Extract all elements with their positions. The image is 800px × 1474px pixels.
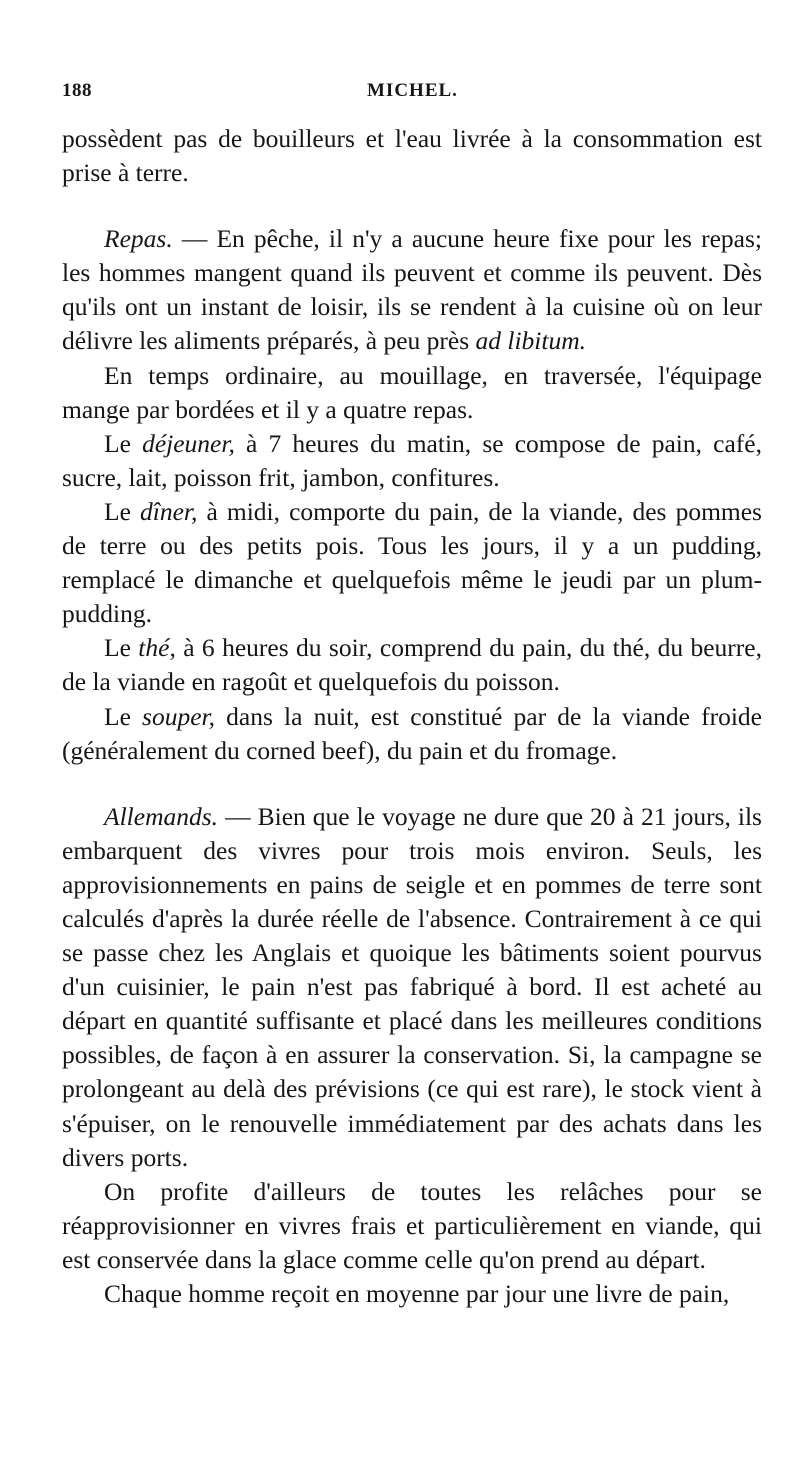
meal-name-dejeuner: déjeuner,	[142, 428, 235, 458]
section-heading-repas: Repas.	[104, 224, 173, 254]
paragraph-allemands	[62, 800, 762, 1175]
paragraph-text: à midi, comporte du pain, de la viande, des pommes de terre ou des petits pois. Tous les jours, il y a un pudding, remplacé le dimanche et quelquefois même le jeudi par un plum-pudding.	[62, 496, 762, 629]
paragraph-text: possèdent pas de bouilleurs et l'eau livrée à la consommation est prise à terre.	[62, 124, 762, 188]
paragraph-repas	[62, 222, 762, 358]
italic-phrase: ad libitum.	[475, 326, 587, 356]
paragraph-diner	[62, 495, 762, 631]
paragraph-text: à 6 heures du soir, comprend du pain, du thé, du beurre, de la viande en ragoût et quelquefois du poisson.	[62, 633, 762, 697]
meal-name-diner: dîner,	[139, 496, 198, 526]
paragraph-the	[62, 631, 762, 699]
paragraph-prefix: Le	[104, 701, 143, 731]
paragraph-text: — En pêche, il n'y a aucune heure fixe pour les repas; les hommes mangent quand ils peuvent et comme ils peuvent. Dès qu'ils ont un instant de loisir, ils se rendent à la cuisine où on leur délivre les aliments préparés, à peu près	[62, 224, 762, 356]
paragraph-temps-ordinaire	[62, 359, 762, 427]
page-number: 188	[62, 80, 92, 101]
paragraph-text: dans la nuit, est constitué par de la viande froide (généralement du corned beef), du pain et du fromage.	[62, 701, 762, 765]
paragraph-dejeuner	[62, 427, 762, 495]
meal-name-the: thé,	[138, 633, 176, 663]
paragraph-relaches	[62, 1175, 762, 1277]
paragraph-water-supply	[62, 122, 762, 190]
paragraph-souper	[62, 700, 762, 768]
paragraph-text: En temps ordinaire, au mouillage, en traversée, l'équipage mange par bordées et il y a quatre repas.	[62, 360, 762, 424]
paragraph-text: Chaque homme reçoit en moyenne par jour une livre de pain,	[104, 1279, 730, 1308]
paragraph-ration	[62, 1277, 762, 1311]
paragraph-text: — Bien que le voyage ne dure que 20 à 21 jours, ils embarquent des vivres pour trois mois environ. Seuls, les approvisionnements en pains de seigle et en pommes de terre sont calculés d'après la durée réelle de l'absence. Contrairement à ce qui se passe chez les Anglais et quoique les bâtiments soient pourvus d'un cuisinier, le pain n'est pas fabriqué à bord. Il est acheté au départ en quantité suffisante et placé dans les meilleures conditions possibles, de façon à en assurer la conservation. Si, la campagne se prolongeant au delà des prévisions (ce qui est rare), le stock vient à s'épuiser, on le renouvelle immédiatement par des achats dans les divers ports.	[62, 801, 762, 1172]
running-head	[62, 80, 752, 110]
meal-name-souper: souper,	[142, 701, 216, 731]
paragraph-prefix: Le	[104, 428, 143, 458]
section-heading-allemands: Allemands.	[104, 801, 219, 831]
paragraph-prefix: Le	[104, 496, 140, 526]
paragraph-text: à 7 heures du matin, se compose de pain, café, sucre, lait, poisson frit, jambon, confitures.	[62, 428, 762, 492]
paragraph-text: On profite d'ailleurs de toutes les relâches pour se réapprovisionner en vivres frais et particulièrement en viande, qui est conservée dans la glace comme celle qu'on prend au départ.	[62, 1176, 762, 1274]
running-title: MICHEL.	[367, 80, 458, 101]
paragraph-prefix: Le	[104, 633, 139, 663]
body-text	[62, 122, 762, 1311]
